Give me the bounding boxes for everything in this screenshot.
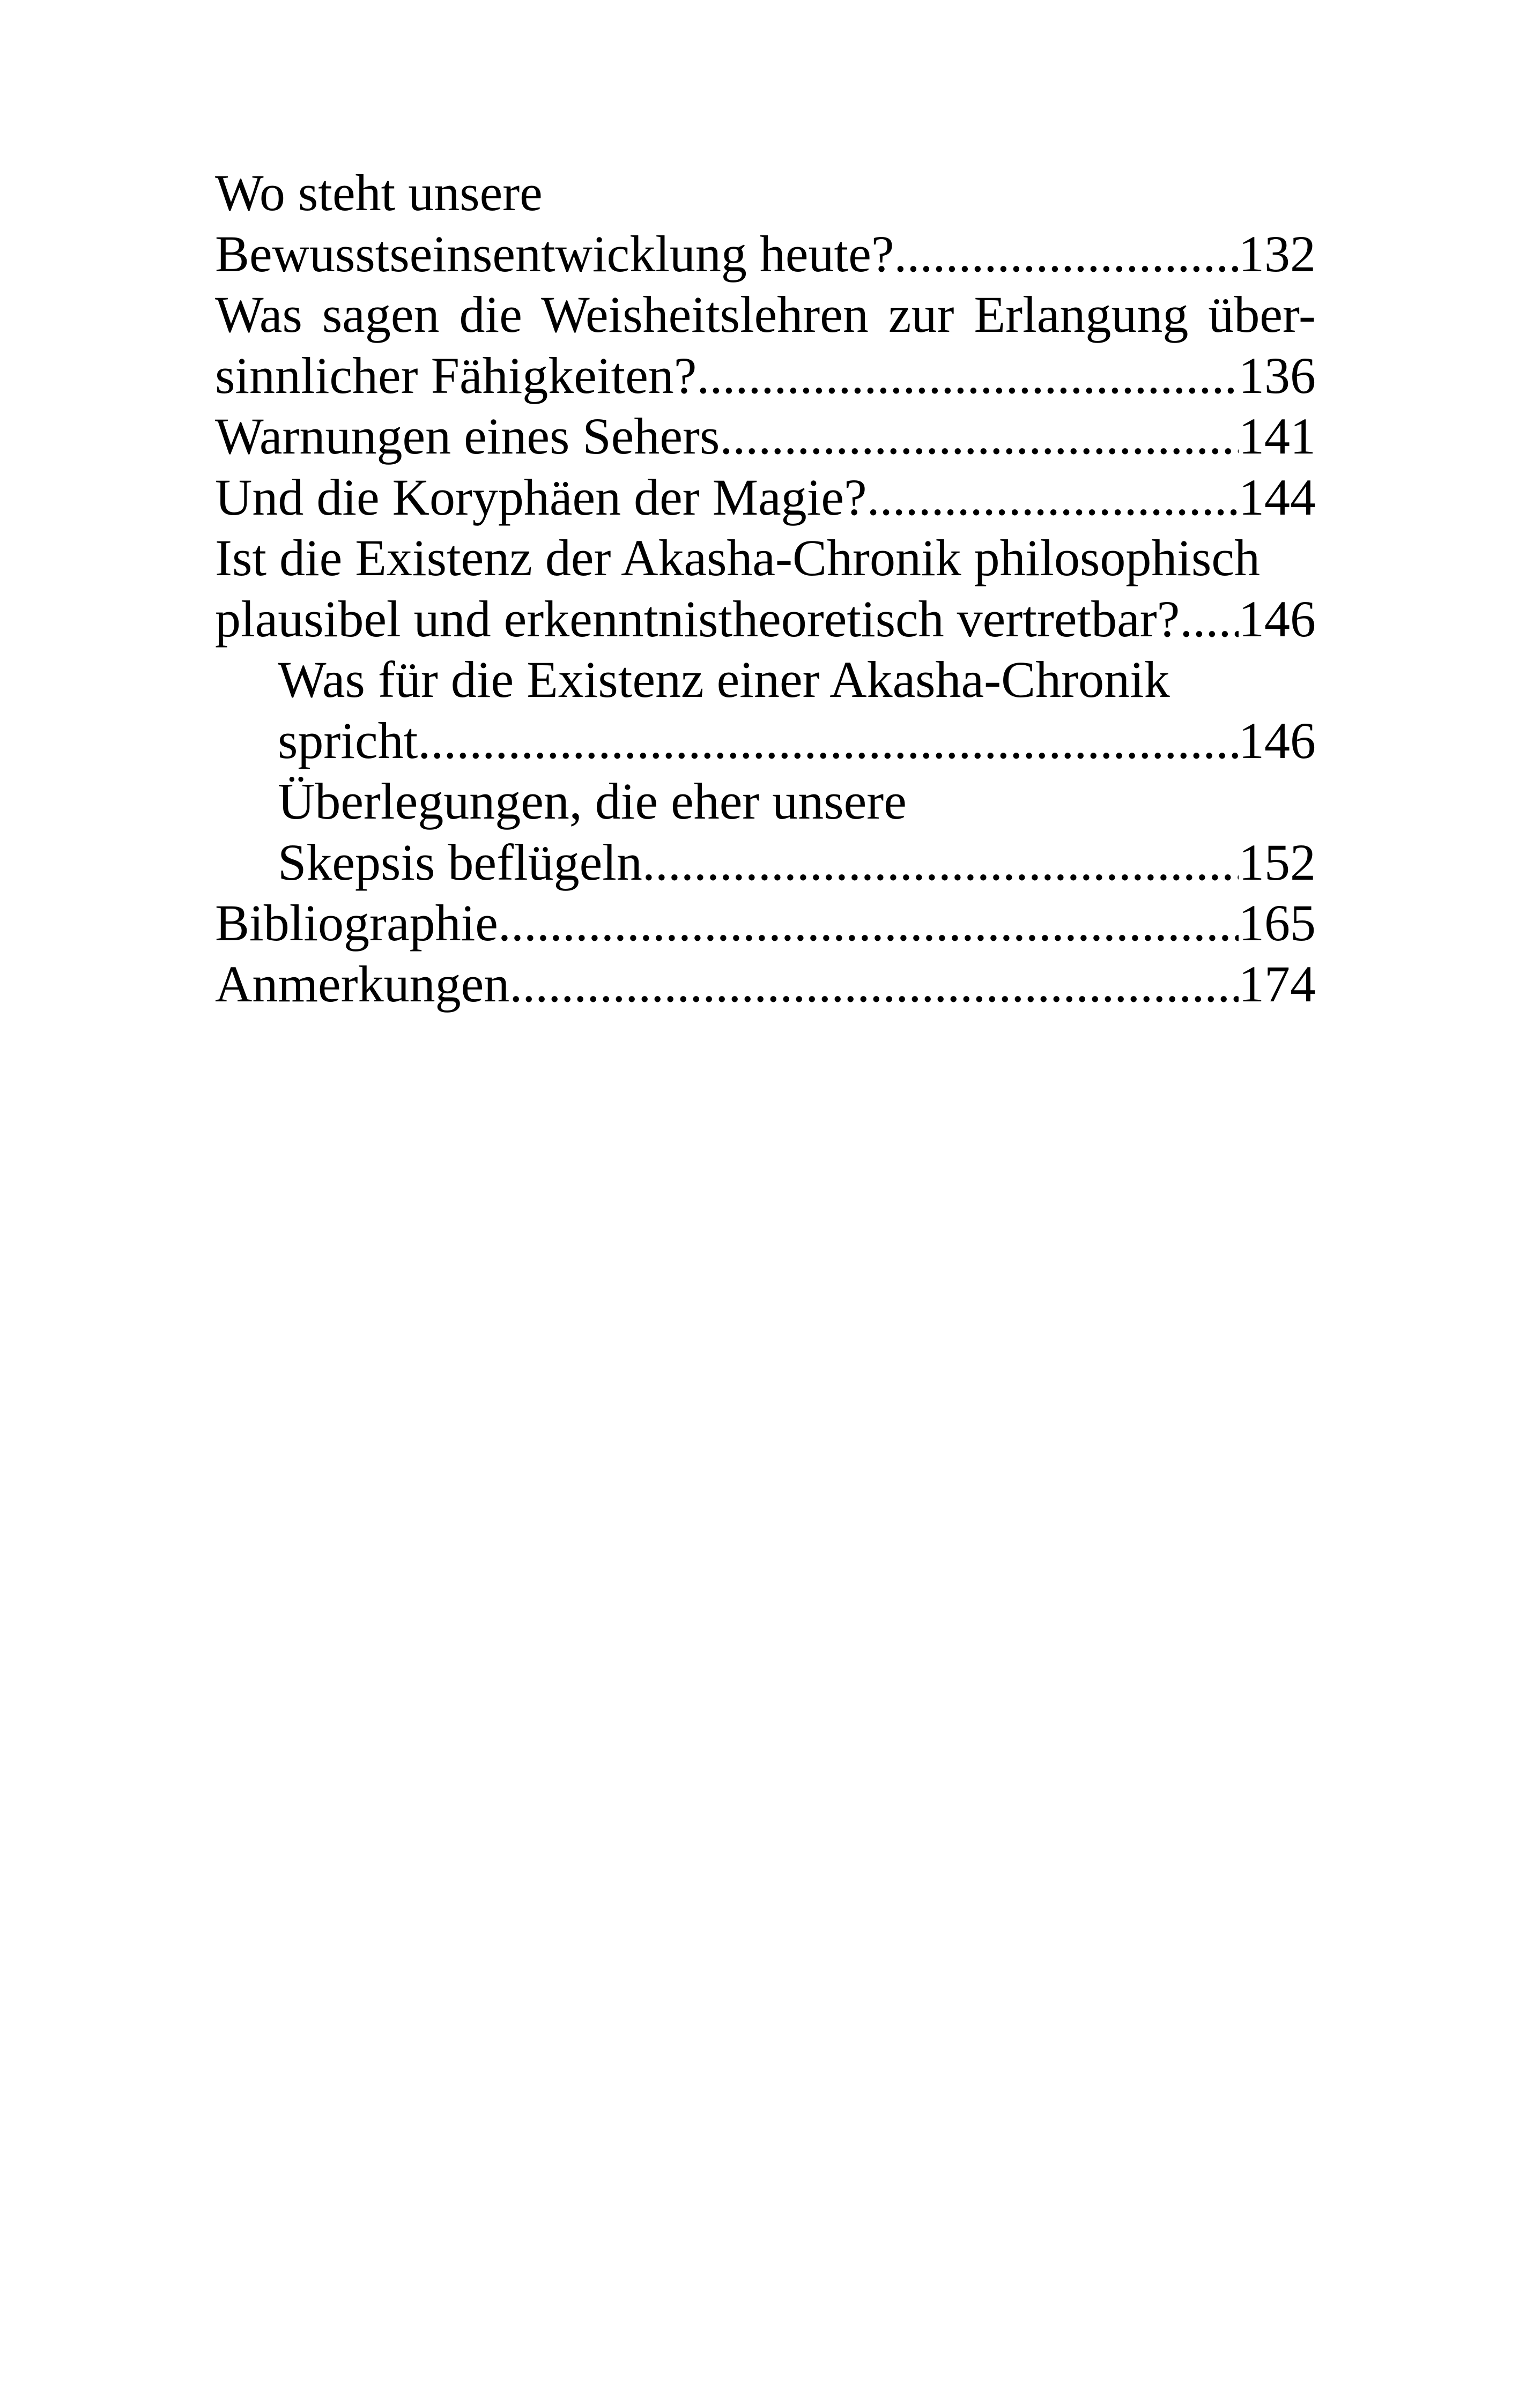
- toc-entry-line: [215, 162, 1316, 224]
- toc-subentry-title: spricht: [278, 711, 418, 769]
- toc-subentry-line: [215, 649, 1316, 710]
- toc-entry-title: Was sagen die Weisheitslehren zur Erlangung über-: [215, 286, 1316, 343]
- toc-page-number: 146: [1239, 711, 1316, 769]
- toc-subentry-title: Skepsis beflügeln: [278, 833, 642, 891]
- toc-entry-title: sinnlicher Fähigkeiten?: [215, 346, 697, 404]
- toc-entry-title: Wo steht unsere: [215, 164, 543, 221]
- dot-leader: [418, 710, 1239, 771]
- dot-leader: [696, 345, 1239, 406]
- toc-entry-title: plausibel und erkenntnistheoretisch vertretbar?.: [215, 590, 1193, 648]
- toc-entry-line: [215, 527, 1316, 589]
- toc-entry-line[interactable]: [215, 589, 1316, 650]
- toc-entry-line[interactable]: [215, 345, 1316, 406]
- toc-subentry-title: Überlegungen, die eher unsere: [278, 772, 907, 830]
- toc-entry-title: Anmerkungen: [215, 955, 510, 1013]
- toc-entry-title: Und die Koryphäen der Magie?: [215, 468, 867, 526]
- toc-entry-line[interactable]: [215, 954, 1316, 1015]
- toc-page-number: 141: [1239, 407, 1316, 465]
- toc-page-number: 174: [1239, 955, 1316, 1013]
- dot-leader: [509, 954, 1239, 1015]
- toc-entry-title: Bewusstseinsentwicklung heute?: [215, 225, 894, 283]
- toc-entry-line[interactable]: [215, 406, 1316, 467]
- toc-page-number: 132: [1239, 225, 1316, 283]
- dot-leader: [1192, 589, 1239, 650]
- dot-leader: [720, 406, 1239, 467]
- toc-page-number: 144: [1239, 468, 1316, 526]
- toc-entry-title: Warnungen eines Sehers: [215, 407, 720, 465]
- toc-entry-title: Bibliographie: [215, 894, 498, 952]
- toc-page-number: 136: [1239, 346, 1316, 404]
- toc-subentry-line: [215, 771, 1316, 832]
- dot-leader: [498, 893, 1239, 954]
- toc-subentry-line[interactable]: [215, 832, 1316, 893]
- toc-page-number: 165: [1239, 894, 1316, 952]
- toc-entry-line: [215, 284, 1316, 345]
- toc-entry-line[interactable]: [215, 893, 1316, 954]
- dot-leader: [867, 467, 1239, 528]
- toc-entry-line[interactable]: [215, 467, 1316, 528]
- table-of-contents: [215, 162, 1316, 1014]
- toc-page-number: 146: [1239, 590, 1316, 648]
- dot-leader: [642, 832, 1239, 893]
- toc-subentry-title: Was für die Existenz einer Akasha-Chronik: [278, 651, 1170, 708]
- toc-entry-line[interactable]: [215, 224, 1316, 285]
- dot-leader: [894, 224, 1239, 285]
- toc-page-number: 152: [1239, 833, 1316, 891]
- toc-subentry-line[interactable]: [215, 710, 1316, 771]
- toc-entry-title: Ist die Existenz der Akasha-Chronik philosophisch: [215, 529, 1261, 586]
